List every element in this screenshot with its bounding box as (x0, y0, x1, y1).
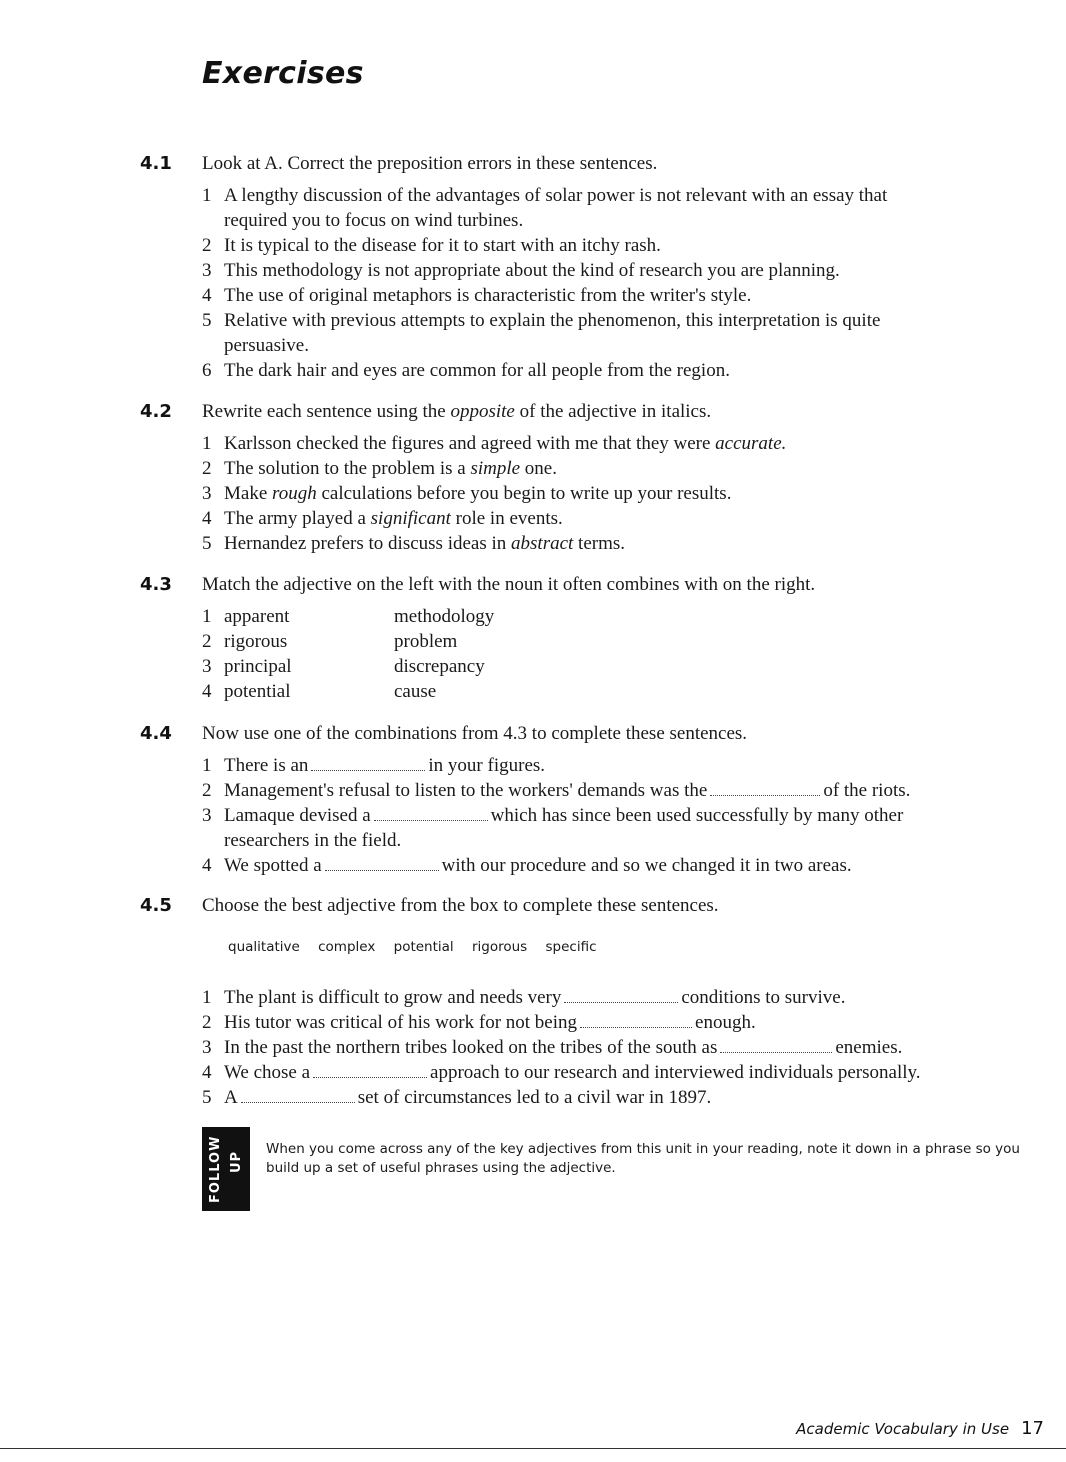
item-number: 1 (202, 433, 212, 454)
item-number: 1 (202, 606, 212, 627)
sentence-text: Lamaque devised a (224, 805, 371, 826)
sentence-item (202, 1085, 1052, 1110)
sentence-text: conditions to survive. (681, 987, 846, 1008)
follow-up-badge-line2: UP (229, 1150, 244, 1173)
noun-word: cause (394, 681, 437, 702)
sentence-item (202, 283, 1052, 308)
item-number: 4 (202, 285, 212, 306)
page-number: 17 (1021, 1418, 1044, 1439)
sentence-text: This methodology is not appropriate about the kind of research you are planning. (224, 260, 840, 281)
sentence-text: His tutor was critical of his work for not being (224, 1012, 578, 1033)
sentence-text: required you to focus on wind turbines. (224, 210, 524, 231)
footer-divider (0, 1448, 1066, 1449)
sentence-item (202, 1060, 1052, 1085)
item-number: 5 (202, 533, 212, 554)
exercise-instruction: Match the adjective on the left with the noun it often combines with on the right. (202, 574, 816, 595)
exercise-instruction: Look at A. Correct the preposition errors in these sentences. (202, 153, 658, 174)
sentence-text: terms. (573, 533, 626, 554)
sentence-item (202, 1035, 1052, 1060)
sentence-text: Karlsson checked the figures and agreed with me that they were (224, 433, 716, 454)
sentence-text: The dark hair and eyes are common for all people from the region. (224, 360, 730, 381)
item-number: 1 (202, 185, 212, 206)
item-number: 2 (202, 780, 212, 801)
sentence-item (202, 506, 1052, 531)
item-number: 2 (202, 631, 212, 652)
exercise-instruction (202, 399, 1052, 424)
sentence-item (202, 853, 1052, 878)
sentence-text: The use of original metaphors is characteristic from the writer's style. (224, 285, 752, 306)
sentence-text: We spotted a (224, 855, 322, 876)
exercise-number: 4.1 (140, 153, 172, 174)
noun-word: methodology (394, 606, 495, 627)
answer-blank[interactable] (374, 805, 488, 821)
word-option: rigorous (471, 939, 528, 955)
item-number: 3 (202, 805, 212, 826)
sentence-text: In the past the northern tribes looked on the tribes of the south as (224, 1037, 718, 1058)
answer-blank[interactable] (710, 780, 820, 796)
item-number: 6 (202, 360, 212, 381)
sentence-item (202, 456, 1052, 481)
sentence-text: The plant is difficult to grow and needs very (224, 987, 562, 1008)
sentence-list (202, 431, 1052, 556)
instruction-text: of the adjective in italics. (514, 401, 712, 422)
italic-adjective: rough (272, 483, 317, 504)
answer-blank[interactable] (564, 987, 678, 1003)
sentence-text: role in events. (450, 508, 563, 529)
sentence-text: with our procedure and so we changed it in two areas. (441, 855, 852, 876)
exercise-instruction: Choose the best adjective from the box to complete these sentences. (202, 895, 719, 916)
sentence-text: Hernandez prefers to discuss ideas in (224, 533, 512, 554)
sentence-item (202, 1010, 1052, 1035)
word-option: specific (545, 939, 597, 955)
sentence-item (202, 803, 1052, 853)
follow-up-badge (202, 1127, 250, 1211)
sentence-text: of the riots. (823, 780, 911, 801)
sentence-text: Relative with previous attempts to explain the phenomenon, this interpretation is quite (224, 310, 881, 331)
instruction-emphasis: opposite (450, 401, 515, 422)
sentence-item (202, 985, 1052, 1010)
answer-blank[interactable] (313, 1062, 427, 1078)
instruction-text: Rewrite each sentence using the (202, 401, 451, 422)
italic-adjective: accurate. (715, 433, 787, 454)
exercise-number: 4.2 (140, 401, 172, 422)
answer-blank[interactable] (580, 1012, 692, 1028)
sentence-text: researchers in the field. (224, 830, 402, 851)
item-number: 3 (202, 260, 212, 281)
adjective-word: apparent (224, 606, 290, 627)
item-number: 4 (202, 855, 212, 876)
answer-blank[interactable] (311, 755, 425, 771)
item-number: 1 (202, 987, 212, 1008)
adjective-word: principal (224, 656, 292, 677)
item-number: 2 (202, 1012, 212, 1033)
sentence-item (202, 233, 1052, 258)
sentence-item (202, 308, 1052, 358)
follow-up-badge-line1: FOLLOW (208, 1135, 223, 1203)
sentence-list (202, 753, 1052, 878)
sentence-text: persuasive. (224, 335, 309, 356)
item-number: 5 (202, 1087, 212, 1108)
exercise-number: 4.4 (140, 723, 172, 744)
page-footer (796, 1418, 1044, 1439)
item-number: 3 (202, 1037, 212, 1058)
sentence-item (202, 358, 1052, 383)
sentence-text: Management's refusal to listen to the workers' demands was the (224, 780, 708, 801)
sentence-text: in your figures. (428, 755, 546, 776)
sentence-text: set of circumstances led to a civil war in 1897. (357, 1087, 712, 1108)
answer-blank[interactable] (241, 1087, 355, 1103)
adjective-word: potential (224, 681, 291, 702)
item-number: 4 (202, 1062, 212, 1083)
sentence-item (202, 531, 1052, 556)
item-number: 4 (202, 681, 212, 702)
sentence-text: A lengthy discussion of the advantages of solar power is not relevant with an essay that (224, 185, 888, 206)
exercise-instruction: Now use one of the combinations from 4.3 to complete these sentences. (202, 723, 748, 744)
sentence-text: There is an (224, 755, 309, 776)
italic-adjective: abstract (511, 533, 574, 554)
sentence-item (202, 431, 1052, 456)
exercise-number: 4.3 (140, 574, 172, 595)
sentence-text: approach to our research and interviewed individuals personally. (430, 1062, 921, 1083)
word-option: complex (318, 939, 376, 955)
word-option: potential (393, 939, 454, 955)
item-number: 3 (202, 656, 212, 677)
noun-word: problem (394, 631, 458, 652)
sentence-text: A (224, 1087, 238, 1108)
item-number: 5 (202, 310, 212, 331)
sentence-text: Make (224, 483, 273, 504)
item-number: 1 (202, 755, 212, 776)
sentence-text: calculations before you begin to write up your results. (316, 483, 732, 504)
sentence-text: It is typical to the disease for it to start with an itchy rash. (224, 235, 661, 256)
item-number: 4 (202, 508, 212, 529)
sentence-text: We chose a (224, 1062, 311, 1083)
sentence-text: enemies. (835, 1037, 903, 1058)
sentence-text: The army played a (224, 508, 371, 529)
answer-blank[interactable] (325, 855, 439, 871)
sentence-item (202, 183, 1052, 233)
sentence-list (202, 985, 1052, 1110)
word-option: qualitative (228, 939, 300, 955)
book-title: Academic Vocabulary in Use (796, 1420, 1010, 1438)
sentence-text: one. (520, 458, 557, 479)
italic-adjective: significant (370, 508, 451, 529)
sentence-item (202, 753, 1052, 778)
sentence-text: which has since been used successfully by many other (490, 805, 904, 826)
sentence-text: enough. (695, 1012, 756, 1033)
page-title: Exercises (202, 56, 364, 91)
adjective-word: rigorous (224, 631, 288, 652)
sentence-text: The solution to the problem is a (224, 458, 471, 479)
italic-adjective: simple (470, 458, 521, 479)
answer-blank[interactable] (720, 1037, 832, 1053)
sentence-item (202, 258, 1052, 283)
item-number: 2 (202, 235, 212, 256)
item-number: 2 (202, 458, 212, 479)
word-box (228, 936, 611, 958)
item-number: 3 (202, 483, 212, 504)
noun-word: discrepancy (394, 656, 485, 677)
sentence-item (202, 481, 1052, 506)
exercise-number: 4.5 (140, 895, 172, 916)
sentence-item (202, 778, 1052, 803)
follow-up-text: When you come across any of the key adjectives from this unit in your reading, note it down in a phrase so you build up a set of useful phrases using the adjective. (266, 1141, 1020, 1176)
sentence-list (202, 183, 1052, 383)
